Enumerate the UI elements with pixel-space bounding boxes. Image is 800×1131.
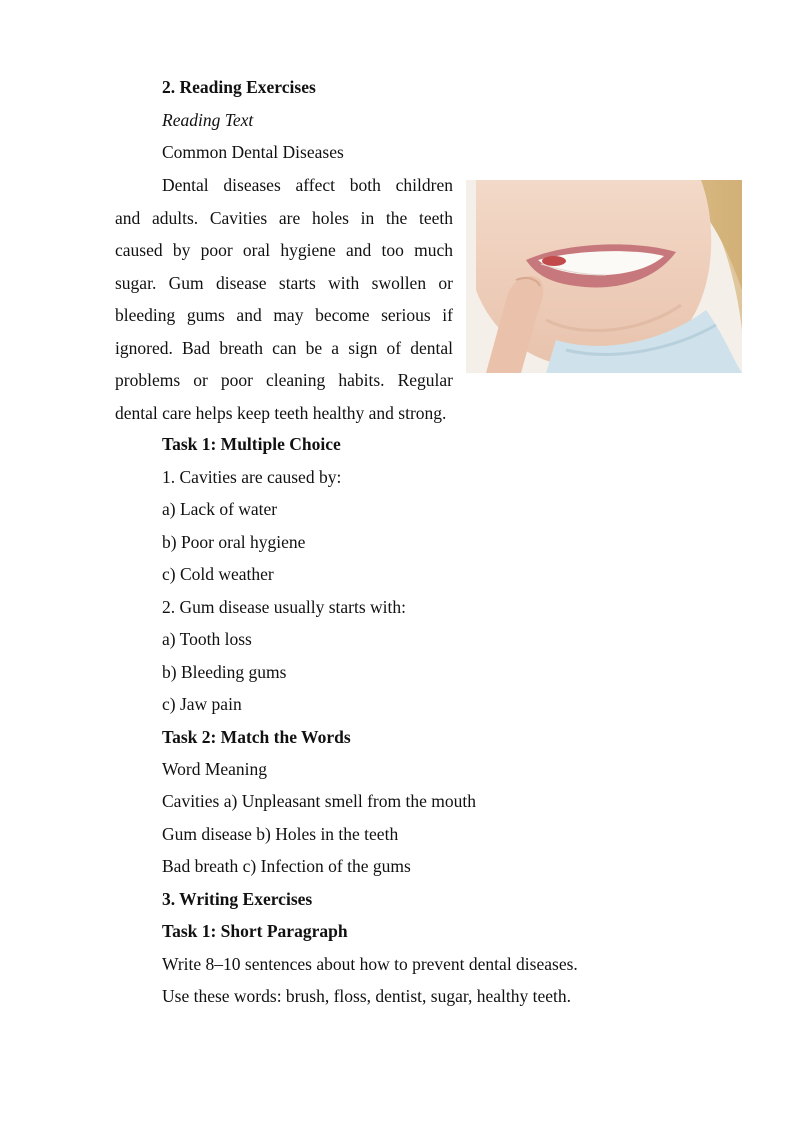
paragraph-line: caused by poor oral hygiene and too much	[115, 240, 453, 260]
question-1: 1. Cavities are caused by:	[162, 467, 342, 487]
section-heading-writing: 3. Writing Exercises	[162, 889, 313, 909]
question-1-option-c: c) Cold weather	[162, 564, 274, 584]
paragraph-line: dental care helps keep teeth healthy and strong.	[115, 402, 447, 423]
task2-title: Task 2: Match the Words	[162, 727, 351, 747]
paragraph-line: Dental diseases affect both children	[162, 175, 453, 195]
match-header: Word Meaning	[162, 759, 268, 779]
match-row: Cavities a) Unpleasant smell from the mouth	[162, 791, 476, 811]
task1-title: Task 1: Multiple Choice	[162, 434, 341, 454]
paragraph-line: problems or poor cleaning habits. Regular	[115, 370, 453, 390]
writing-task-title: Task 1: Short Paragraph	[162, 921, 348, 941]
question-2: 2. Gum disease usually starts with:	[162, 597, 407, 617]
question-2-option-b: b) Bleeding gums	[162, 662, 287, 682]
match-row: Bad breath c) Infection of the gums	[162, 856, 411, 876]
paragraph-line: and adults. Cavities are holes in the teeth	[115, 207, 453, 228]
match-row: Gum disease b) Holes in the teeth	[162, 824, 399, 844]
woman-touching-gums-photo	[466, 180, 742, 373]
writing-words: Use these words: brush, floss, dentist, sugar, healthy teeth.	[162, 986, 572, 1006]
writing-instruction: Write 8–10 sentences about how to prevent dental diseases.	[162, 954, 578, 974]
question-2-option-c: c) Jaw pain	[162, 694, 242, 714]
section-heading-reading: 2. Reading Exercises	[162, 77, 316, 97]
question-1-option-a: a) Lack of water	[162, 499, 278, 519]
paragraph-line: bleeding gums and may become serious if	[115, 305, 453, 325]
paragraph-line: ignored. Bad breath can be a sign of dental	[115, 337, 453, 358]
reading-text-label: Reading Text	[162, 110, 254, 130]
question-1-option-b: b) Poor oral hygiene	[162, 532, 306, 552]
article-title: Common Dental Diseases	[162, 142, 344, 162]
paragraph-line: sugar. Gum disease starts with swollen or	[115, 272, 453, 293]
question-2-option-a: a) Tooth loss	[162, 629, 252, 649]
reading-paragraph	[115, 169, 453, 429]
